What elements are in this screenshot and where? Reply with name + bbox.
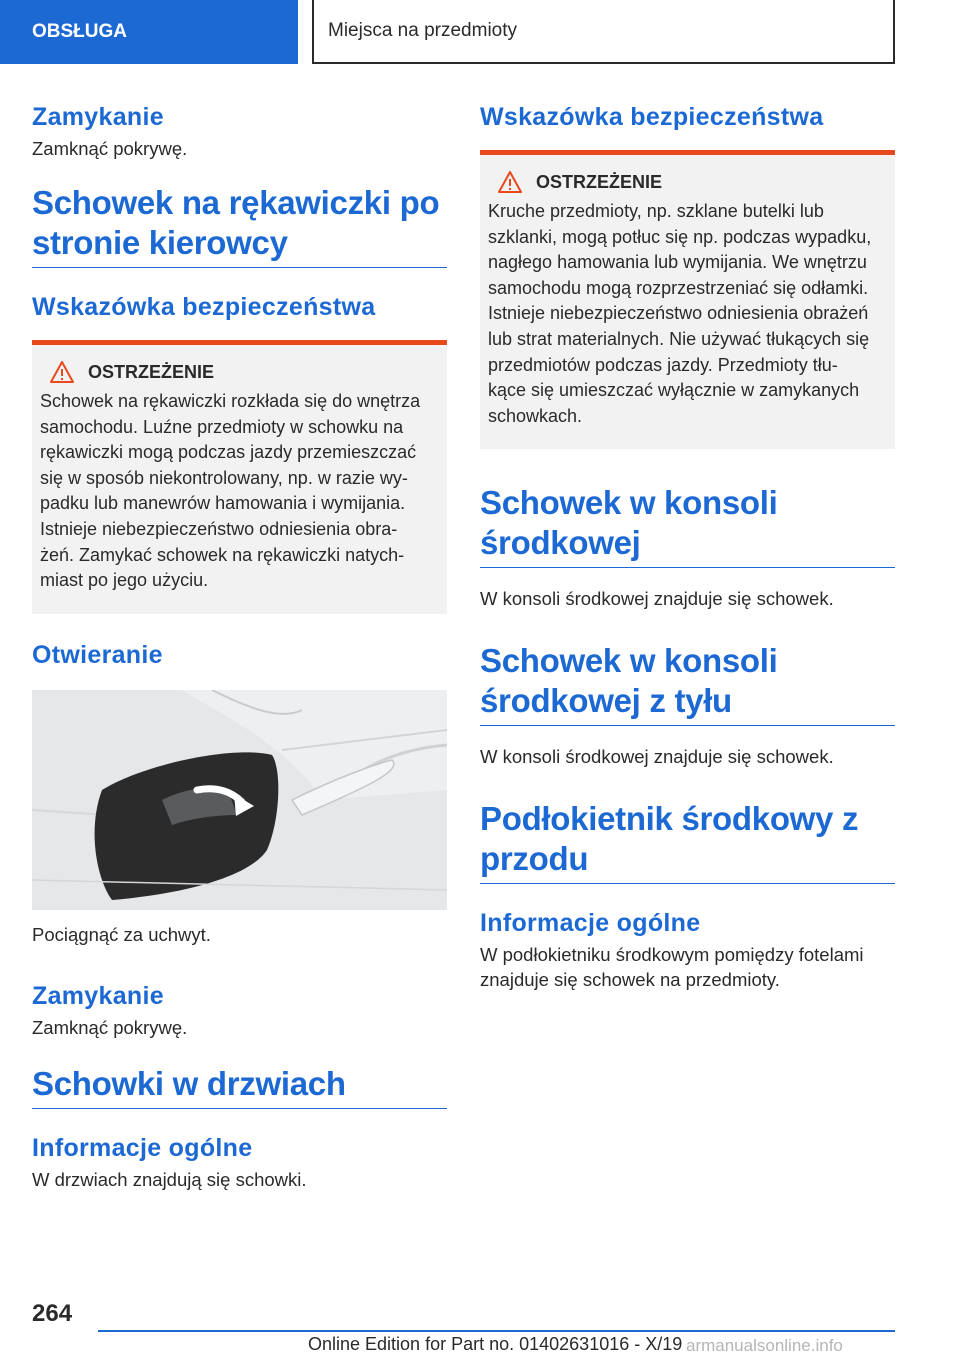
warning-line: Schowek na rękawiczki rozkłada się do wnętrza [40, 391, 421, 411]
door-info-text: W drzwiach znajdują się schowki. [32, 1168, 307, 1190]
warning-box [32, 340, 447, 614]
warning-line: się w sposób niekontrolowany, np. w razie wy- [40, 467, 408, 488]
warning-line: nagłego hamowania lub wymijania. We wnętrzu [488, 252, 867, 273]
section-label: OBSŁUGA [32, 21, 127, 42]
warning-box [480, 150, 895, 449]
armrest-heading: Podłokietnik środkowy z przodu [480, 799, 895, 884]
footer-rule [98, 1330, 895, 1332]
armrest-info-heading: Informacje ogólne [480, 909, 701, 938]
warning-line: kące się umieszczać wyłącznie w zamykanych [488, 380, 860, 401]
warning-line: miast po jego użyciu. [40, 570, 209, 591]
opening-caption: Pociągnąć za uchwyt. [32, 923, 211, 945]
warning-label: OSTRZEŻENIE [88, 361, 215, 382]
console-heading: Schowek w konsoli środkowej [480, 483, 895, 568]
left-column [32, 100, 447, 1192]
warning-line: schowkach. [488, 405, 583, 426]
rear-console-text: W konsoli środkowej znajduje się schowek. [480, 746, 834, 768]
right-column [480, 100, 895, 992]
warning-line: szklanki, mogą potłuc się np. podczas wypadku, [488, 226, 872, 247]
warning-line: padku lub manewrów hamowania i wymijania. [40, 493, 406, 514]
opening-heading: Otwieranie [32, 640, 163, 669]
warning-line: Istnieje niebezpieczeństwo odniesienia obrażeń [488, 303, 869, 324]
warning-label: OSTRZEŻENIE [536, 171, 663, 192]
armrest-info-text: W podłokietniku środkowym pomiędzy fotelami znajduje się schowek na przedmioty. [480, 944, 864, 991]
closing-text: Zamknąć pokrywę. [32, 1016, 188, 1038]
safety-heading: Wskazówka bezpieczeństwa [480, 103, 824, 131]
closing-text: Zamknąć pokrywę. [32, 138, 188, 159]
rear-console-heading: Schowek w konsoli środkowej z tyłu [480, 641, 895, 726]
warning-line: rękawiczki mogą podczas jazdy przemieszczać [40, 442, 417, 463]
warning-line: przedmiotów podczas jazdy. Przedmioty tłu- [488, 354, 838, 375]
edition-text: Online Edition for Part no. 01402631016 - X/19 [308, 1334, 683, 1354]
glovebox-illustration [32, 690, 447, 910]
door-pockets-heading: Schowki w drzwiach [32, 1064, 447, 1109]
glovebox-drawing [32, 690, 447, 910]
page-header [312, 0, 895, 64]
closing-heading: Zamykanie [32, 981, 164, 1010]
warning-line: Istnieje niebezpieczeństwo odniesienia obra- [40, 518, 398, 539]
page-number: 264 [32, 1300, 73, 1327]
warning-line: samochodu. Luźne przedmioty w schowku na [40, 416, 404, 437]
warning-triangle-icon [50, 361, 74, 383]
warning-line: samochodu mogą rozprzestrzeniać się odłamki. [488, 277, 869, 298]
closing-heading: Zamykanie [32, 103, 164, 131]
warning-triangle-icon [498, 171, 522, 193]
warning-title [50, 361, 439, 383]
warning-line: żeń. Zamykać schowek na rękawiczki natych- [40, 544, 405, 565]
page-header-title: Miejsca na przedmioty [328, 20, 518, 41]
console-text: W konsoli środkowej znajduje się schowek. [480, 588, 834, 610]
warning-title [498, 171, 887, 193]
door-info-heading: Informacje ogólne [32, 1133, 253, 1162]
warning-line: lub strat materialnych. Nie używać tłukących się [488, 328, 870, 349]
glovebox-heading: Schowek na rękawiczki po stronie kierowcy [32, 183, 447, 268]
safety-heading: Wskazówka bezpieczeństwa [32, 293, 376, 321]
watermark: armanualsonline.info [686, 1336, 843, 1355]
section-tab [0, 0, 298, 64]
warning-line: Kruche przedmioty, np. szklane butelki lub [488, 201, 824, 221]
